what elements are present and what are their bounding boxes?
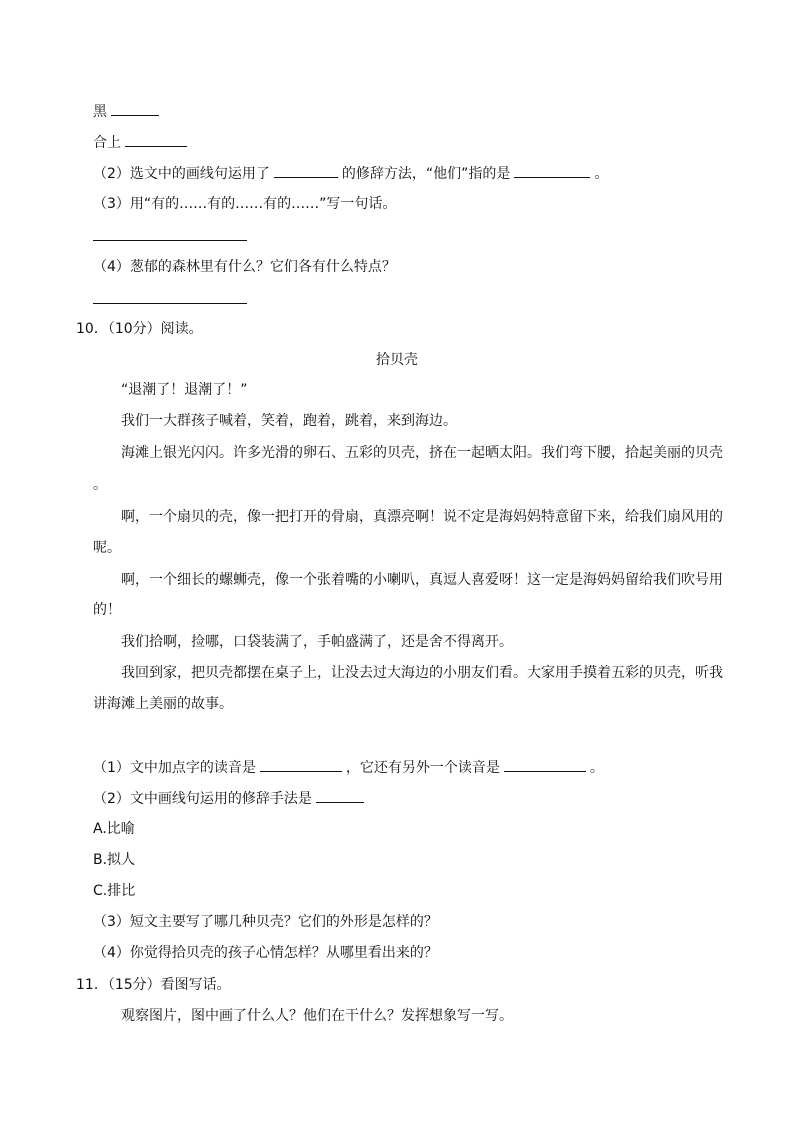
answer-blank[interactable]	[111, 101, 159, 116]
top-question-2	[93, 163, 608, 184]
hei-label: 黑	[93, 104, 107, 120]
answer-blank[interactable]	[514, 163, 590, 178]
q10-sub-question-3: （3）短文主要写了哪几种贝壳？它们的外形是怎样的？	[93, 914, 438, 930]
q10-sub-question-2	[93, 788, 368, 809]
answer-blank[interactable]	[274, 163, 338, 178]
answer-blank[interactable]	[316, 788, 364, 803]
option-a[interactable]: A.比喻	[93, 821, 135, 837]
q10-sub-question-4: （4）你觉得拾贝壳的孩子心情怎样？从哪里看出来的？	[93, 945, 438, 961]
answer-line[interactable]	[93, 303, 247, 304]
question-text: 。	[594, 166, 609, 182]
answer-blank[interactable]	[504, 757, 586, 772]
heshang-line	[93, 132, 191, 153]
question-text: （2）选文中的画线句运用了	[93, 166, 270, 182]
passage-paragraph: 我们拾啊，捡哪，口袋装满了，手帕盛满了，还是舍不得离开。	[121, 634, 513, 650]
option-c[interactable]: C.排比	[93, 883, 136, 899]
passage-paragraph: 海滩上银光闪闪。许多光滑的卵石、五彩的贝壳，挤在一起晒太阳。我们弯下腰，拾起美丽的贝壳	[121, 445, 723, 461]
passage-paragraph-cont: 。	[93, 477, 107, 493]
option-b[interactable]: B.拟人	[93, 852, 136, 868]
passage-paragraph-cont: 讲海滩上美丽的故事。	[93, 696, 233, 712]
question-text: ，它还有另外一个读音是	[345, 760, 500, 776]
answer-blank[interactable]	[125, 132, 187, 147]
passage-paragraph: 啊，一个扇贝的壳，像一把打开的骨扇，真漂亮啊！说不定是海妈妈特意留下来，给我们扇风用的	[121, 509, 723, 525]
passage-paragraph: 我们一大群孩子喊着，笑着，跑着，跳着，来到海边。	[121, 413, 457, 429]
passage-title: 拾贝壳	[376, 352, 418, 368]
passage-paragraph: “退潮了！退潮了！”	[121, 382, 248, 398]
passage-paragraph-cont: 的！	[93, 602, 121, 618]
question-10-header	[76, 319, 203, 339]
question-header: 10．（10分）阅读。	[76, 321, 203, 337]
hei-line	[93, 101, 163, 122]
passage-paragraph-cont: 呢。	[93, 540, 121, 556]
top-question-4	[93, 257, 396, 277]
passage-paragraph: 啊，一个细长的螺蛳壳，像一个张着嘴的小喇叭，真逗人喜爱呀！这一定是海妈妈留给我们吹号用	[121, 572, 723, 588]
question-text: 。	[589, 760, 604, 776]
passage-paragraph: 我回到家，把贝壳都摆在桌子上，让没去过大海边的小朋友们看。大家用手摸着五彩的贝壳，听我	[121, 665, 723, 681]
heshang-label: 合上	[93, 135, 121, 151]
top-question-3	[93, 194, 396, 214]
question-11-prompt: 观察图片，图中画了什么人？他们在干什么？发挥想象写一写。	[121, 1008, 513, 1024]
question-text: （1）文中加点字的读音是	[93, 760, 256, 776]
question-text: 的修辞方法，“他们”指的是	[341, 166, 511, 182]
q10-sub-question-1	[93, 757, 604, 778]
question-11-header: 11．（15分）看图写话。	[76, 977, 231, 993]
answer-blank[interactable]	[260, 757, 342, 772]
question-text: （3）用“有的……有的……有的……”写一句话。	[93, 196, 397, 212]
question-text: （2）文中画线句运用的修辞手法是	[93, 791, 312, 807]
question-text: （4）葱郁的森林里有什么？它们各有什么特点？	[93, 259, 396, 275]
answer-line[interactable]	[93, 240, 247, 241]
